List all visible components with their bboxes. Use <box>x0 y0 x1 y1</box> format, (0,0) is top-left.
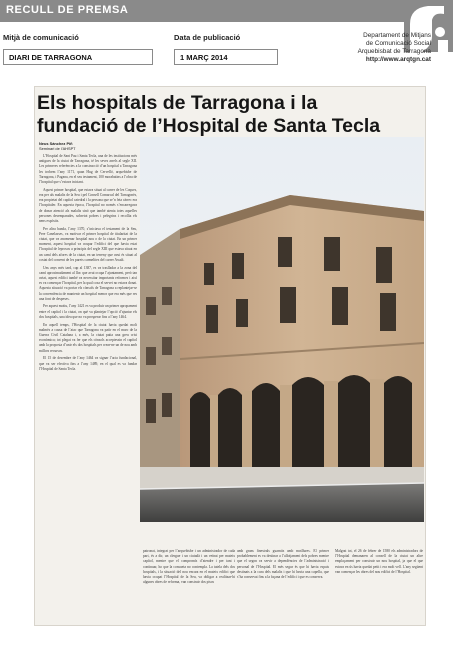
dept-line: de Comunicació Social <box>365 40 431 47</box>
building-illustration <box>140 137 424 522</box>
paragraph: El 15 de desembre de l’any 1464 va signar l’acta fundacional, que va ser efectiva fins a l’any 1489, en el qual es va fundar l’Hospital de Santa Tecla. <box>39 356 137 371</box>
clipping-title: RECULL DE PREMSA <box>6 4 129 16</box>
website-link[interactable]: http://www.arqtgn.cat <box>365 56 431 63</box>
media-field: DIARI DE TARRAGONA <box>3 49 153 65</box>
paragraph: Uns anys més tard, cap al 1387, es va traslladar a la zona del camí aproximadament al lloc que avui ocupa l’ajuntament, però tan aviat, aquest edifici també va necessitar importants reformes i així es va començar l’hospital, per la qual cosa el servei no estava donat. Aquesta situació va portar els cònsols de Tarragona a replantejar-se la conveniència de mantenir un hospital menor que era més que res una font de despeses. <box>39 265 137 301</box>
paragraph: Per aquest motiu, l’any 1421 es va produir un primer apropament entre el capítol i la ciutat, on què va plantejar l’opció d’ajuntar els dos hospitals, una idea que no va prosperar fins a l’any 1464. <box>39 304 137 319</box>
author-role: Seminari de l’AHSPT <box>39 146 76 152</box>
media-label: Mitjà de comunicació <box>3 33 79 42</box>
article-column-2: patronat, integrat per l’arquebisbe i un administrador de cada part, és a dir, un clergue i un ciutadà i un veïnat per mateix capítol, mentre que el compromís d’atendre i per tant i continuar, ho que la consueta no contempla. La tutela dels dos hospitals, i la situació del nou encara en el mateix edifici que havia ocupat l’Hospital de la Seu, va obligar a realitzar-hi algunes obres de reforma, van construir dos pisos <box>143 549 235 585</box>
hospital-photo <box>140 137 424 522</box>
paragraph: Per altra banda, l’any 1370, s’iniciava el testament de la Seu, Pere Canelasses, va motivar el primer hospital de titularitat de la ciutat, que va anomenar hospital nou o de la ciutat. En un primer moment, aquest hospital va ocupar l’edifici del que havia estat l’hospital de leprosos a principis del segle XIII que estava situat en un camí dels afores de la ciutat, en un terreny que avui és situat al costat del convent de les parets carmelites del carrer Assalt. <box>39 226 137 262</box>
article-headline <box>37 92 425 137</box>
article-column-4: Malgrat tot, el 26 de febrer de 1580 els administradors de l’Hospital demanaren al consell de la ciutat un altre emplaçament per construir un nou hospital, ja que el que estava en ús havia quedat petit i era molt vell. L’any següent van començar les obres del nou edifici de l’Hospital. <box>335 549 423 574</box>
headline-line: fundació de l’Hospital de Santa Tecla <box>37 114 381 137</box>
department-block <box>358 32 431 64</box>
dept-line: Departament de Mitjans <box>363 32 431 39</box>
author-name: Neus Sánchez Piñ <box>39 141 73 146</box>
paragraph: L’Hospital de Sant Pau i Santa Tecla, una de les institucions més antigues de la ciutat de Tarragona, té les seves arrels al segle XII. Les primeres referències a la construcció d’un hospital a Tarragona les trobem l’any 1171, quan Hug de Cervelló, arquebisbe de Tarragona, i Pagana, en el seu testament, 100 morabatins a l’obra de l’hospital que s’estava iniciant. <box>39 154 137 185</box>
headline-line: Els hospitals de Tarragona i la <box>37 92 318 114</box>
byline <box>39 141 135 151</box>
article-column-1 <box>39 154 137 624</box>
date-label: Data de publicació <box>174 33 241 42</box>
dept-line: Arquebisbat de Tarragona <box>357 48 431 55</box>
paragraph: Aquest primer hospital, que estava situat al carrer de les Coques, era per als malalts de la Seu i pel Consell Comarcal del Tarragonès, era propietat del capítol catedral i la persona que se’n feia càrrec era l’hospitaler. En aquesta època, l’hospital no només s’encarregava de donar atenció als malalts sinó que també atenia totes aquelles persones desemparades, sobretot pobres i pelegrins i recollia els nens expòsits. <box>39 187 137 223</box>
paragraph: En aquell temps, l’Hospital de la ciutat havia quedat molt malmès a causa de l’atac que Tarragona va patir en el marc de la Guerra Civil Catalana i, a més, la ciutat patia una greu crisi econòmica; tot plegat va fer que els cònsols acceptessin el capítol amb la proposta d’unir els dos hospitals per crear-ne un de nou amb millors recursos. <box>39 322 137 353</box>
newspaper-clipping <box>34 86 426 626</box>
article-column-3: amb grans finestrals guarnits amb motllures. El primer probablement es va destinar a l’allotjament dels pobres mentre que el segon va servir a dependències de l’administració i personal de l’Hospital. El més segur és que hi havia espais destinats a la cura dels malalts i que hi havia una capella, que s’ha conservat fins a la façana de l’edifici i que es conserva. <box>237 549 329 580</box>
date-field: 1 MARÇ 2014 <box>174 49 278 65</box>
